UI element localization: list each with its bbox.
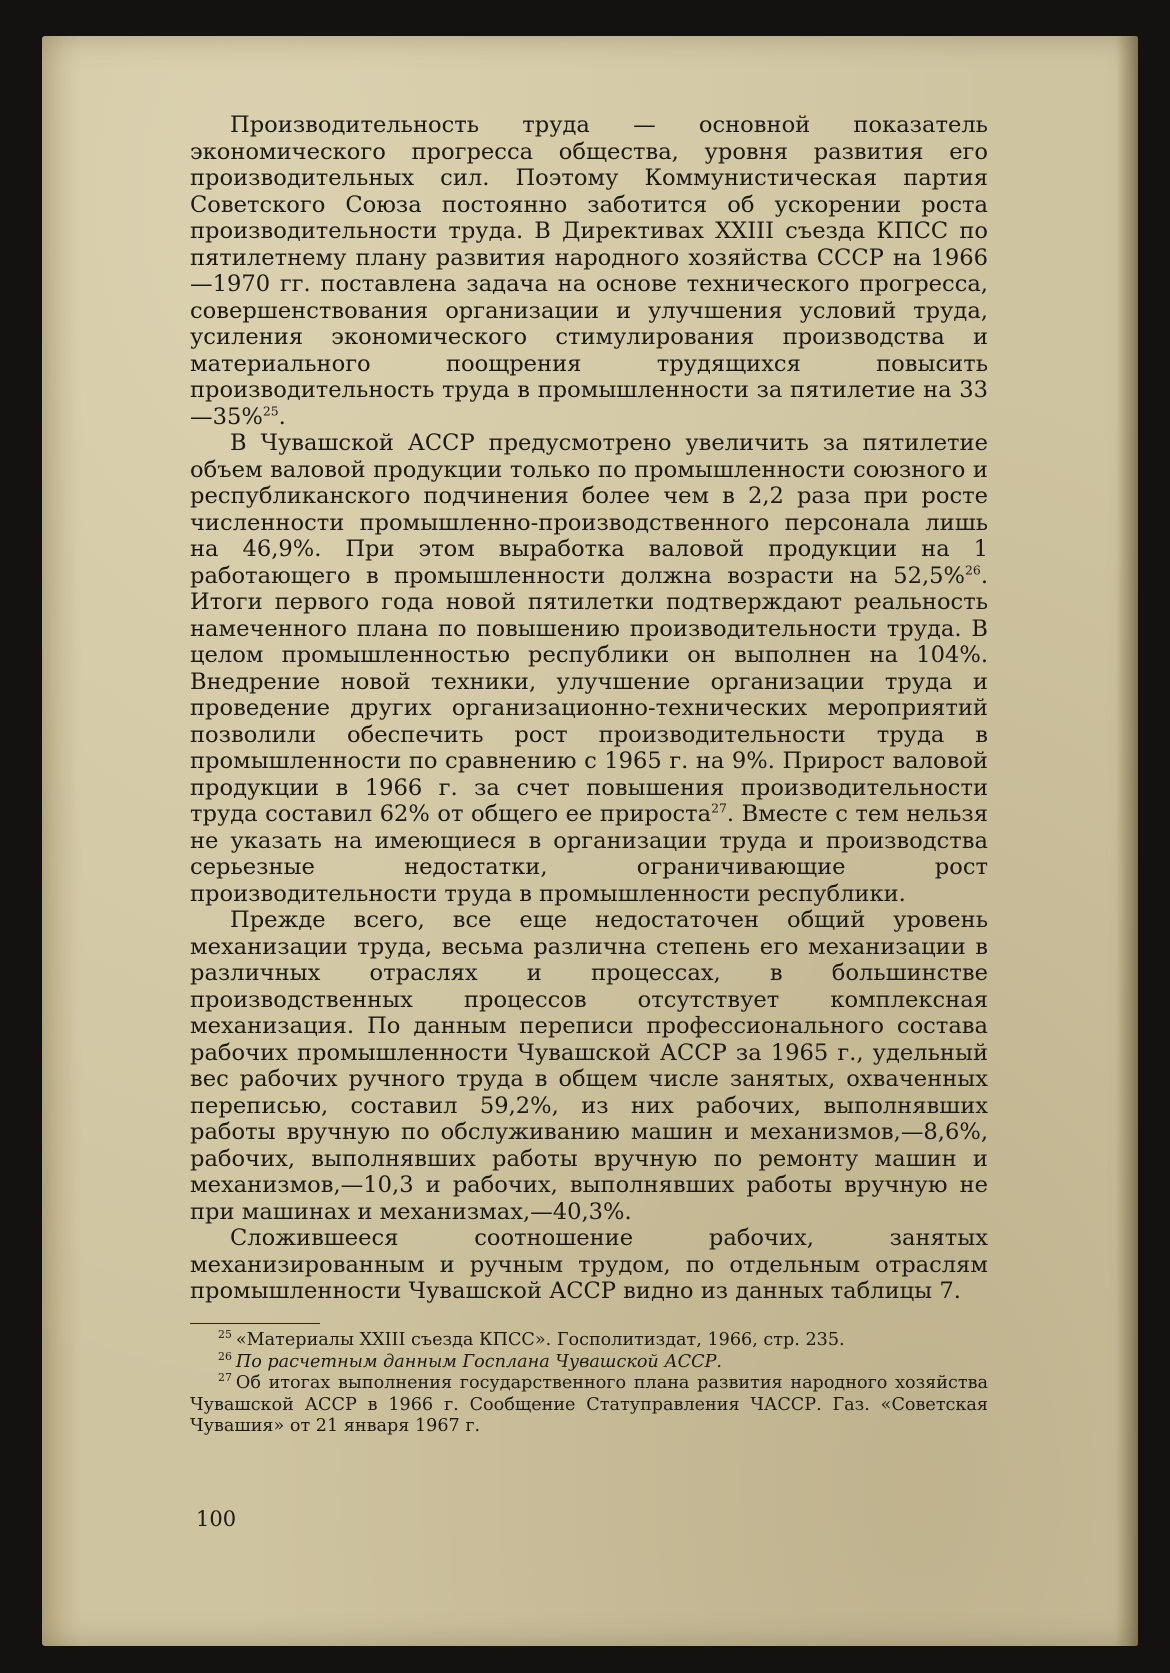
footnote-text: «Материалы XXIII съезда КПСС». Госполитиздат, 1966, стр. 235. — [235, 1330, 845, 1350]
paragraph-2-part-3: . Вместе с тем нельзя не указать на имеющиеся в организации труда и производства серьезные недостатки, ограничивающие рост производительности труда в промышленности республики. — [190, 801, 988, 907]
paragraph-1-text: Производительность труда — основной показатель экономического прогресса общества, уровня развития его производительных сил. Поэтому Коммунистическая партия Советского Союза постоянно заботится об ускорении роста производительности труда. В Директивах XXIII съезда КПСС по пятилетнему плану развития народного хозяйства СССР на 1966—1970 гг. поставлена задача на основе технического прогресса, совершенствования организации и улучшения условий труда, усиления экономического стимулирования производства и материального поощрения трудящихся повысить производительность труда в промышленности за пятилетие на 33—35% — [190, 112, 988, 430]
footnote-26 — [190, 1349, 988, 1374]
footnotes — [190, 1330, 988, 1438]
footnote-25 — [190, 1330, 988, 1352]
paragraph-3: Прежде всего, все еще недостаточен общий уровень механизации труда, весьма различна степень его механизации в различных отраслях и процессах, в большинстве производственных процессов отсутствует комплексная механизация. По данным переписи профессионального состава рабочих промышленности Чувашской АССР за 1965 г., удельный вес рабочих ручного труда в общем числе занятых, охваченных переписью, составил 59,2%, из них рабочих, выполнявших работы вручную по обслуживанию машин и механизмов,—8,6%, рабочих, выполнявших работы вручную по ремонту машин и механизмов,—10,3 и рабочих, выполнявших работы вручную не при машинах и механизмах,—40,3%. — [190, 907, 988, 1225]
footnote-text: Об итогах выполнения государственного плана развития народного хозяйства Чувашской АССР в 1966 г. Сообщение Статуправления ЧАССР. Газ. «Советская Чувашия» от 21 января 1967 г. — [190, 1373, 988, 1436]
footnote-ref-25: 25 — [262, 402, 279, 418]
paragraph-2 — [190, 430, 988, 907]
footnote-mark: 25 — [218, 1328, 232, 1342]
paragraph-4: Сложившееся соотношение рабочих, занятых механизированным и ручным трудом, по отдельным отраслям промышленности Чувашской АССР видно из данных таблицы 7. — [190, 1225, 988, 1304]
footnote-text: По расчетным данным Госплана Чувашской АССР. — [235, 1351, 723, 1372]
paragraph-2-part-1: В Чувашской АССР предусмотрено увеличить за пятилетие объем валовой продукции только по промышленности союзного и республиканского подчинения более чем в 2,2 раза при росте численности промышленно-производственного персонала лишь на 46,9%. При этом выработка валовой продукции на 1 работающего в промышленности должна возрасти на 52,5% — [190, 430, 988, 589]
body-text — [190, 112, 988, 1305]
footnote-mark: 27 — [218, 1371, 232, 1385]
paragraph-2-part-2: . Итоги первого года новой пятилетки подтверждают реальность намеченного плана по повышению производительности труда. В целом промышленностью республики он выполнен на 104%. Внедрение новой техники, улучшение организации труда и проведение других организационно-технических мероприятий позволили обеспечить рост производительности труда в промышленности по сравнению с 1965 г. на 9%. Прирост валовой продукции в 1966 г. за счет повышения производительности труда составил 62% от общего ее прироста — [190, 562, 988, 827]
page-number: 100 — [196, 1507, 237, 1531]
footnote-separator — [190, 1323, 320, 1324]
paragraph-1-end: . — [278, 403, 286, 430]
page-edge-shadow — [1116, 36, 1138, 1646]
footnote-ref-26: 26 — [965, 561, 981, 577]
footnote-27 — [190, 1373, 988, 1438]
footnote-mark: 26 — [218, 1349, 232, 1363]
paragraph-1 — [190, 112, 988, 430]
footnote-ref-27: 27 — [711, 800, 727, 816]
